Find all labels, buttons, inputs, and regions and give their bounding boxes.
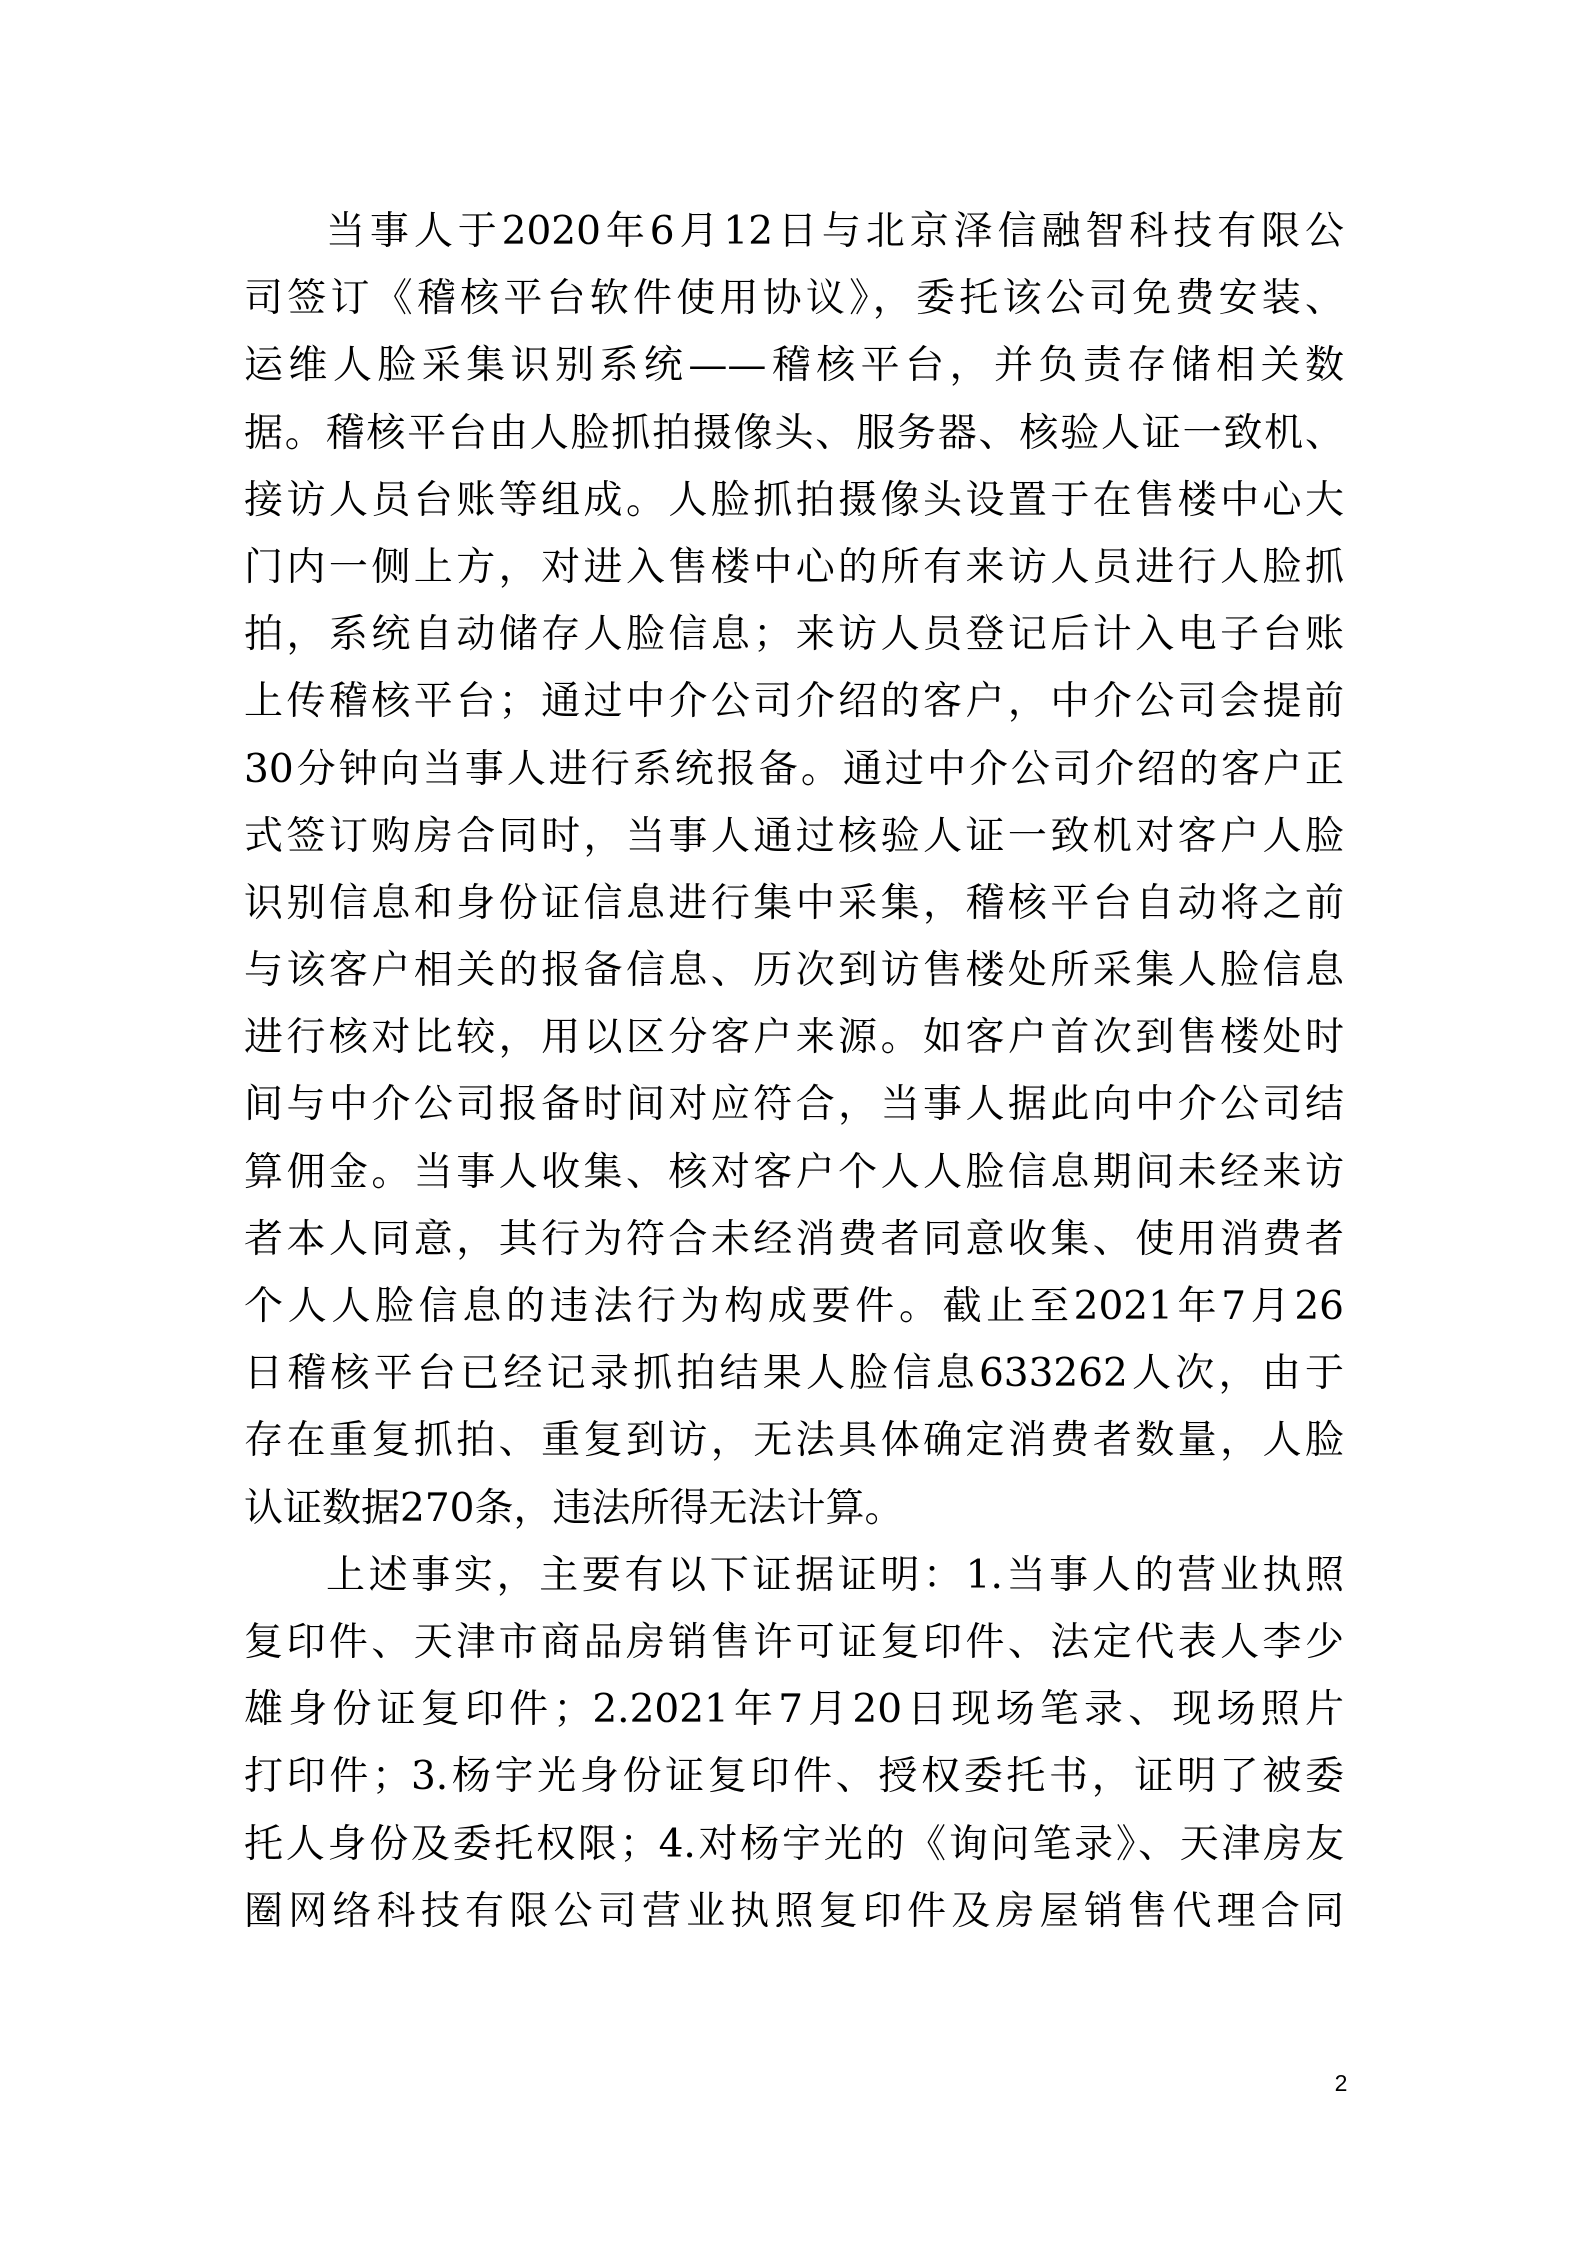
text-line: 间与中介公司报备时间对应符合，当事人据此向中介公司结 <box>244 1082 1344 1128</box>
text-line: 运维人脸采集识别系统——稽核平台，并负责存储相关数 <box>244 343 1344 389</box>
text-line: 门内一侧上方，对进入售楼中心的所有来访人员进行人脸抓 <box>244 544 1344 590</box>
text-line: 者本人同意，其行为符合未经消费者同意收集、使用消费者 <box>244 1216 1344 1262</box>
text-line: 存在重复抓拍、重复到访，无法具体确定消费者数量，人脸 <box>244 1418 1344 1464</box>
text-line: 接访人员台账等组成。人脸抓拍摄像头设置于在售楼中心大 <box>244 477 1344 523</box>
paragraph-1 <box>244 198 1344 1542</box>
text-line: 算佣金。当事人收集、核对客户个人人脸信息期间未经来访 <box>244 1149 1344 1195</box>
text-line: 与该客户相关的报备信息、历次到访售楼处所采集人脸信息 <box>244 948 1344 994</box>
text-line: 拍，系统自动储存人脸信息；来访人员登记后计入电子台账 <box>244 612 1344 658</box>
text-line: 进行核对比较，用以区分客户来源。如客户首次到售楼处时 <box>244 1015 1344 1061</box>
text-line: 圈网络科技有限公司营业执照复印件及房屋销售代理合同 <box>244 1888 1344 1934</box>
text-line: 当事人于2020年6月12日与北京泽信融智科技有限公 <box>326 209 1344 254</box>
text-line: 认证数据270条，违法所得无法计算。 <box>244 1485 904 1531</box>
page-number: 2 <box>1334 2070 1348 2096</box>
text-line: 打印件；3.杨宇光身份证复印件、授权委托书，证明了被委 <box>244 1754 1344 1800</box>
text-line: 式签订购房合同时，当事人通过核验人证一致机对客户人脸 <box>244 813 1344 859</box>
text-line: 雄身份证复印件；2.2021年7月20日现场笔录、现场照片 <box>244 1687 1344 1733</box>
text-line: 复印件、天津市商品房销售许可证复印件、法定代表人李少 <box>244 1619 1344 1665</box>
text-line: 上传稽核平台；通过中介公司介绍的客户，中介公司会提前 <box>244 679 1344 725</box>
body-text <box>244 198 1344 1945</box>
text-line: 30分钟向当事人进行系统报备。通过中介公司介绍的客户正 <box>244 746 1344 792</box>
text-line: 上述事实，主要有以下证据证明：1.当事人的营业执照 <box>326 1552 1344 1598</box>
text-line: 托人身份及委托权限；4.对杨宇光的《询问笔录》、天津房友 <box>244 1821 1344 1867</box>
text-line: 据。稽核平台由人脸抓拍摄像头、服务器、核验人证一致机、 <box>244 410 1344 456</box>
text-line: 日稽核平台已经记录抓拍结果人脸信息633262人次，由于 <box>244 1351 1344 1397</box>
text-line: 个人人脸信息的违法行为构成要件。截止至2021年7月26 <box>244 1284 1344 1329</box>
text-line: 司签订《稽核平台软件使用协议》，委托该公司免费安装、 <box>244 276 1344 322</box>
paragraph-2 <box>244 1542 1344 1945</box>
text-line: 识别信息和身份证信息进行集中采集，稽核平台自动将之前 <box>244 880 1344 926</box>
